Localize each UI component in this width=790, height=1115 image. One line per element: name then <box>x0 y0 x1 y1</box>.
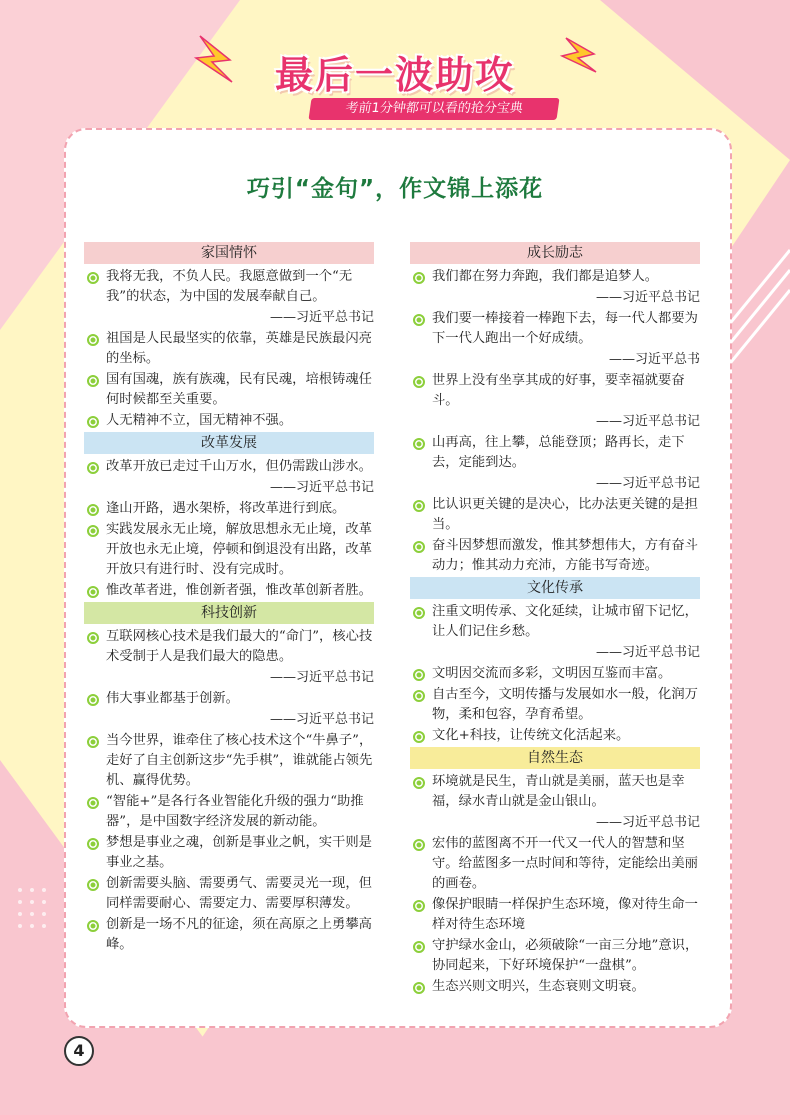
quote-item: 我们要一棒接着一棒跑下去，每一代人都要为下一代人跑出一个好成绩。 <box>410 309 700 349</box>
quote-item: 生态兴则文明兴，生态衰则文明衰。 <box>410 977 700 997</box>
bullet-icon <box>87 586 99 598</box>
quote-item: 惟改革者进，惟创新者强，惟改革创新者胜。 <box>84 581 374 601</box>
quote-item: 山再高，往上攀，总能登顶；路再长，走下去，定能到达。 <box>410 433 700 473</box>
quote-item: 注重文明传承、文化延续，让城市留下记忆，让人们记住乡愁。 <box>410 602 700 642</box>
quote-item: 创新是一场不凡的征途，须在高原之上勇攀高峰。 <box>84 915 374 955</box>
quote-item: 实践发展永无止境，解放思想永无止境，改革开放也永无止境，停顿和倒退没有出路，改革开放只有进行时、没有完成时。 <box>84 520 374 580</box>
bullet-icon <box>413 500 425 512</box>
bullet-icon <box>413 438 425 450</box>
bullet-icon <box>87 838 99 850</box>
bullet-icon <box>413 777 425 789</box>
quote-author: ——习近平总书记 <box>595 645 700 660</box>
quote-item: 改革开放已走过千山万水，但仍需跋山涉水。 <box>84 457 374 477</box>
quote-author: ——习近平总书记 <box>269 480 374 495</box>
quote-author: ——习近平总书 <box>608 352 700 367</box>
bullet-icon <box>413 982 425 994</box>
bullet-icon <box>413 541 425 553</box>
quote-item: 伟大事业都基于创新。 <box>84 689 374 709</box>
bullet-icon <box>413 607 425 619</box>
quote-item: 比认识更关键的是决心，比办法更关键的是担当。 <box>410 495 700 535</box>
bullet-icon <box>87 525 99 537</box>
quote-author: ——习近平总书记 <box>595 414 700 429</box>
bullet-icon <box>87 797 99 809</box>
quote-item: 自古至今，文明传播与发展如水一般，化润万物，柔和包容，孕育希望。 <box>410 685 700 725</box>
quote-item: 当今世界，谁牵住了核心技术这个“牛鼻子”，走好了自主创新这步“先手棋”，谁就能占领先机、赢得优势。 <box>84 731 374 791</box>
bullet-icon <box>87 416 99 428</box>
bullet-icon <box>413 690 425 702</box>
right-column <box>410 242 700 998</box>
bullet-icon <box>87 736 99 748</box>
quote-item: 国有国魂，族有族魂，民有民魂，培根铸魂任何时候都至关重要。 <box>84 370 374 410</box>
quote-item: 守护绿水金山，必须破除“一亩三分地”意识，协同起来，下好环境保护“一盘棋”。 <box>410 936 700 976</box>
quote-item: 祖国是人民最坚实的依靠，英雄是民族最闪亮的坐标。 <box>84 329 374 369</box>
quote-item: 人无精神不立，国无精神不强。 <box>84 411 374 431</box>
quote-item: 环境就是民生，青山就是美丽，蓝天也是幸福，绿水青山就是金山银山。 <box>410 772 700 812</box>
quote-item: 逢山开路，遇水架桥，将改革进行到底。 <box>84 499 374 519</box>
page-title: 巧引“金句”，作文锦上添花 <box>246 176 544 202</box>
quote-item: 文化+科技，让传统文化活起来。 <box>410 726 700 746</box>
quote-item: 世界上没有坐享其成的好事，要幸福就要奋斗。 <box>410 371 700 411</box>
quote-item: 我们都在努力奔跑，我们都是追梦人。 <box>410 267 700 287</box>
quote-author: ——习近平总书记 <box>595 476 700 491</box>
section-heading-reform: 改革发展 <box>84 432 374 454</box>
bullet-icon <box>87 694 99 706</box>
bullet-icon <box>413 314 425 326</box>
quote-author: ——习近平总书记 <box>595 290 700 305</box>
bullet-icon <box>413 839 425 851</box>
quote-item: 宏伟的蓝图离不开一代又一代人的智慧和坚守。给蓝图多一点时间和等待，定能绘出美丽的画卷。 <box>410 834 700 894</box>
quote-author: ——习近平总书记 <box>269 310 374 325</box>
section-heading-ecology: 自然生态 <box>410 747 700 769</box>
quote-item: 像保护眼睛一样保护生态环境，像对待生命一样对待生态环境 <box>410 895 700 935</box>
bullet-icon <box>413 272 425 284</box>
bullet-icon <box>87 504 99 516</box>
bullet-icon <box>413 731 425 743</box>
quote-author: ——习近平总书记 <box>595 815 700 830</box>
bullet-icon <box>87 462 99 474</box>
bullet-icon <box>413 941 425 953</box>
page-number: 4 <box>64 1036 94 1066</box>
bullet-icon <box>413 900 425 912</box>
quote-item: 创新需要头脑、需要勇气、需要灵光一现，但同样需要耐心、需要定力、需要厚积薄发。 <box>84 874 374 914</box>
bullet-icon <box>87 272 99 284</box>
bullet-icon <box>413 376 425 388</box>
quote-item: 奋斗因梦想而激发，惟其梦想伟大，方有奋斗动力；惟其动力充沛，方能书写奇迹。 <box>410 536 700 576</box>
section-heading-culture: 文化传承 <box>410 577 700 599</box>
quote-author: ——习近平总书记 <box>269 670 374 685</box>
bullet-icon <box>87 879 99 891</box>
bullet-icon <box>413 669 425 681</box>
quote-author: ——习近平总书记 <box>269 712 374 727</box>
quote-item: 我将无我，不负人民。我愿意做到一个“无我”的状态，为中国的发展奉献自己。 <box>84 267 374 307</box>
quote-item: 互联网核心技术是我们最大的“命门”，核心技术受制于人是我们最大的隐患。 <box>84 627 374 667</box>
banner-subtitle: 考前1分钟都可以看的抢分宝典 <box>308 98 559 120</box>
bullet-icon <box>87 375 99 387</box>
section-heading-tech: 科技创新 <box>84 602 374 624</box>
quote-item: “智能+”是各行各业智能化升级的强力“助推器”，是中国数字经济发展的新动能。 <box>84 792 374 832</box>
quote-item: 梦想是事业之魂，创新是事业之帆，实干则是事业之基。 <box>84 833 374 873</box>
bullet-icon <box>87 334 99 346</box>
banner-title: 最后一波助攻 <box>274 53 515 97</box>
quote-item: 文明因交流而多彩，文明因互鉴而丰富。 <box>410 664 700 684</box>
bullet-icon <box>87 920 99 932</box>
bullet-icon <box>87 632 99 644</box>
left-column <box>84 242 374 956</box>
section-heading-growth: 成长励志 <box>410 242 700 264</box>
section-heading-family-country: 家国情怀 <box>84 242 374 264</box>
